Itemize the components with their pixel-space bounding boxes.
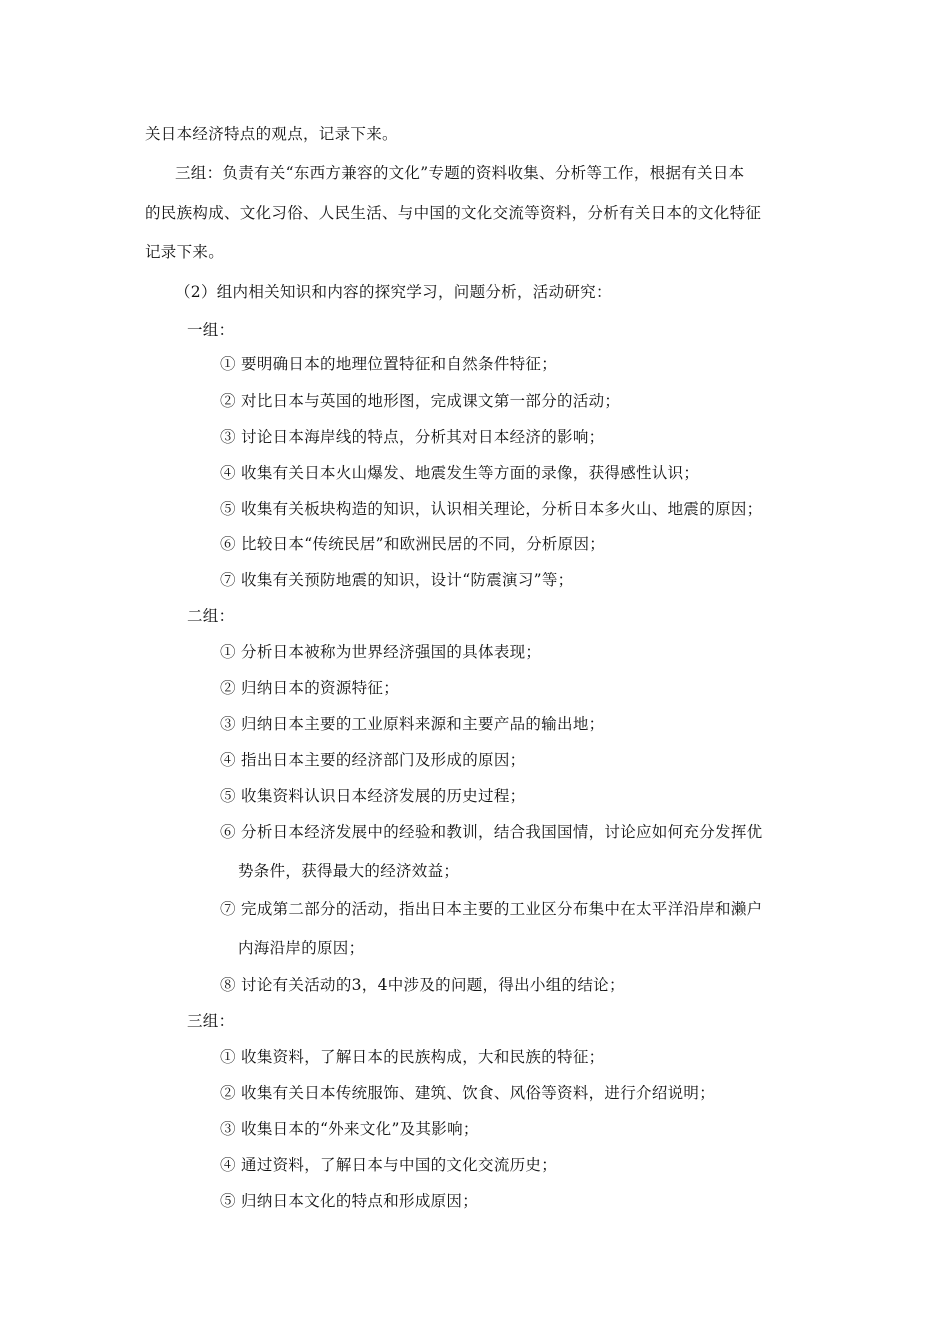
list-item: ② 对比日本与英国的地形图，完成课文第一部分的活动； bbox=[220, 392, 621, 410]
list-item: ④ 收集有关日本火山爆发、地震发生等方面的录像，获得感性认识； bbox=[220, 464, 700, 482]
list-item: ⑥ 分析日本经济发展中的经验和教训，结合我国国情，讨论应如何充分发挥优 bbox=[220, 823, 763, 841]
list-item: ③ 收集日本的“外来文化”及其影响； bbox=[220, 1120, 479, 1138]
list-item: ⑤ 归纳日本文化的特点和形成原因； bbox=[220, 1192, 479, 1210]
list-item: ⑧ 讨论有关活动的3，4中涉及的问题，得出小组的结论； bbox=[220, 976, 625, 994]
paragraph-line: 三组：负责有关“东西方兼容的文化”专题的资料收集、分析等工作，根据有关日本 bbox=[175, 164, 745, 182]
list-item-continuation: 势条件，获得最大的经济效益； bbox=[238, 862, 460, 880]
group-label: 三组： bbox=[187, 1012, 235, 1030]
list-item: ① 要明确日本的地理位置特征和自然条件特征； bbox=[220, 355, 558, 373]
list-item: ⑥ 比较日本“传统民居”和欧洲民居的不同，分析原因； bbox=[220, 535, 606, 553]
list-item: ⑤ 收集资料认识日本经济发展的历史过程； bbox=[220, 787, 526, 805]
list-item: ① 收集资料，了解日本的民族构成，大和民族的特征； bbox=[220, 1048, 605, 1066]
group-label: 二组： bbox=[187, 607, 235, 625]
list-item: ⑦ 收集有关预防地震的知识，设计“防震演习”等； bbox=[220, 571, 574, 589]
list-item: ③ 讨论日本海岸线的特点，分析其对日本经济的影响； bbox=[220, 428, 605, 446]
list-item-continuation: 内海沿岸的原因； bbox=[238, 939, 365, 957]
group-label: 一组： bbox=[187, 321, 235, 339]
list-item: ② 收集有关日本传统服饰、建筑、饮食、风俗等资料，进行介绍说明； bbox=[220, 1084, 716, 1102]
list-item: ④ 指出日本主要的经济部门及形成的原因； bbox=[220, 751, 526, 769]
paragraph-line: 的民族构成、文化习俗、人民生活、与中国的文化交流等资料，分析有关日本的文化特征 bbox=[145, 204, 762, 222]
paragraph-line: 关日本经济特点的观点，记录下来。 bbox=[145, 125, 398, 143]
list-item: ④ 通过资料，了解日本与中国的文化交流历史； bbox=[220, 1156, 558, 1174]
section-heading: （2）组内相关知识和内容的探究学习，问题分析，活动研究： bbox=[175, 283, 612, 301]
list-item: ① 分析日本被称为世界经济强国的具体表现； bbox=[220, 643, 542, 661]
list-item: ③ 归纳日本主要的工业原料来源和主要产品的输出地； bbox=[220, 715, 605, 733]
list-item: ② 归纳日本的资源特征； bbox=[220, 679, 400, 697]
list-item: ⑦ 完成第二部分的活动，指出日本主要的工业区分布集中在太平洋沿岸和濑户 bbox=[220, 900, 763, 918]
paragraph-line: 记录下来。 bbox=[145, 243, 225, 261]
list-item: ⑤ 收集有关板块构造的知识，认识相关理论，分析日本多火山、地震的原因； bbox=[220, 500, 763, 518]
